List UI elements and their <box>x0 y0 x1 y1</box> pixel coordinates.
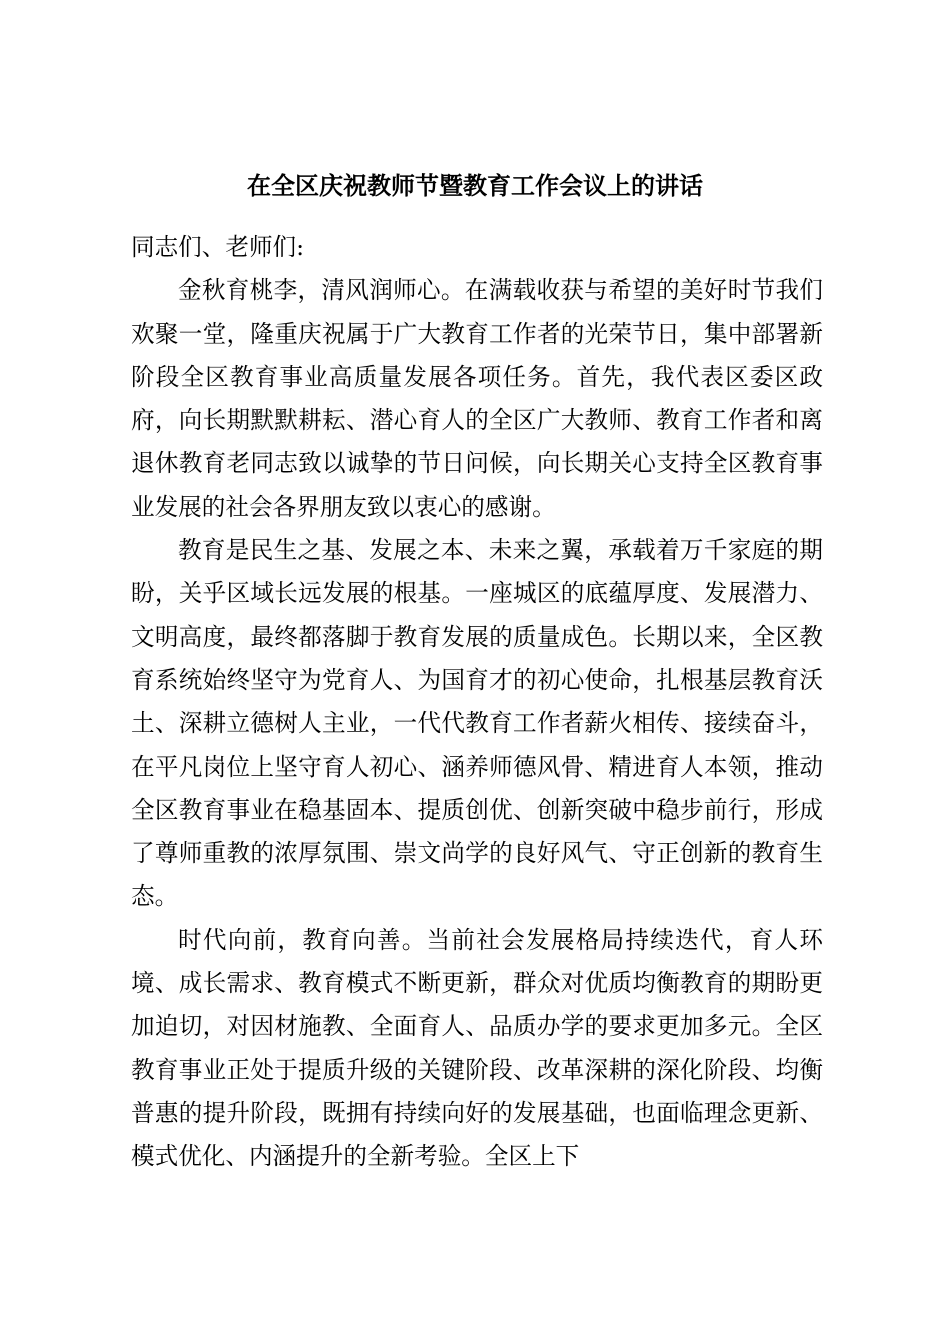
salutation: 同志们、老师们: <box>131 233 305 261</box>
document-title: 在全区庆祝教师节暨教育工作会议上的讲话 <box>247 171 703 200</box>
document-body <box>131 226 823 1179</box>
paragraph-3: 时代向前，教育向善。当前社会发展格局持续迭代，育人环境、成长需求、教育模式不断更新，群众对优质均衡教育的期盼更加迫切，对因材施教、全面育人、品质办学的要求更加多元。全区教育事业正处于提质升级的关键阶段、改革深耕的深化阶段、均衡普惠的提升阶段，既拥有持续向好的发展基础，也面临理念更新、模式优化、内涵提升的全新考验。全区上下 <box>131 925 823 1171</box>
paragraph-2: 教育是民生之基、发展之本、未来之翼，承载着万千家庭的期盼，关乎区域长远发展的根基。一座城区的底蕴厚度、发展潜力、文明高度，最终都落脚于教育发展的质量成色。长期以来，全区教育系统始终坚守为党育人、为国育才的初心使命，扎根基层教育沃土、深耕立德树人主业，一代代教育工作者薪火相传、接续奋斗，在平凡岗位上坚守育人初心、涵养师德风骨、精进育人本领，推动全区教育事业在稳基固本、提质创优、创新突破中稳步前行，形成了尊师重教的浓厚氛围、崇文尚学的良好风气、守正创新的教育生态。 <box>131 536 823 911</box>
paragraph-1: 金秋育桃李，清风润师心。在满载收获与希望的美好时节我们欢聚一堂，隆重庆祝属于广大教育工作者的光荣节日，集中部署新阶段全区教育事业高质量发展各项任务。首先，我代表区委区政府，向长期默默耕耘、潜心育人的全区广大教师、教育工作者和离退休教育老同志致以诚挚的节日问候，向长期关心支持全区教育事业发展的社会各界朋友致以衷心的感谢。 <box>131 276 823 521</box>
